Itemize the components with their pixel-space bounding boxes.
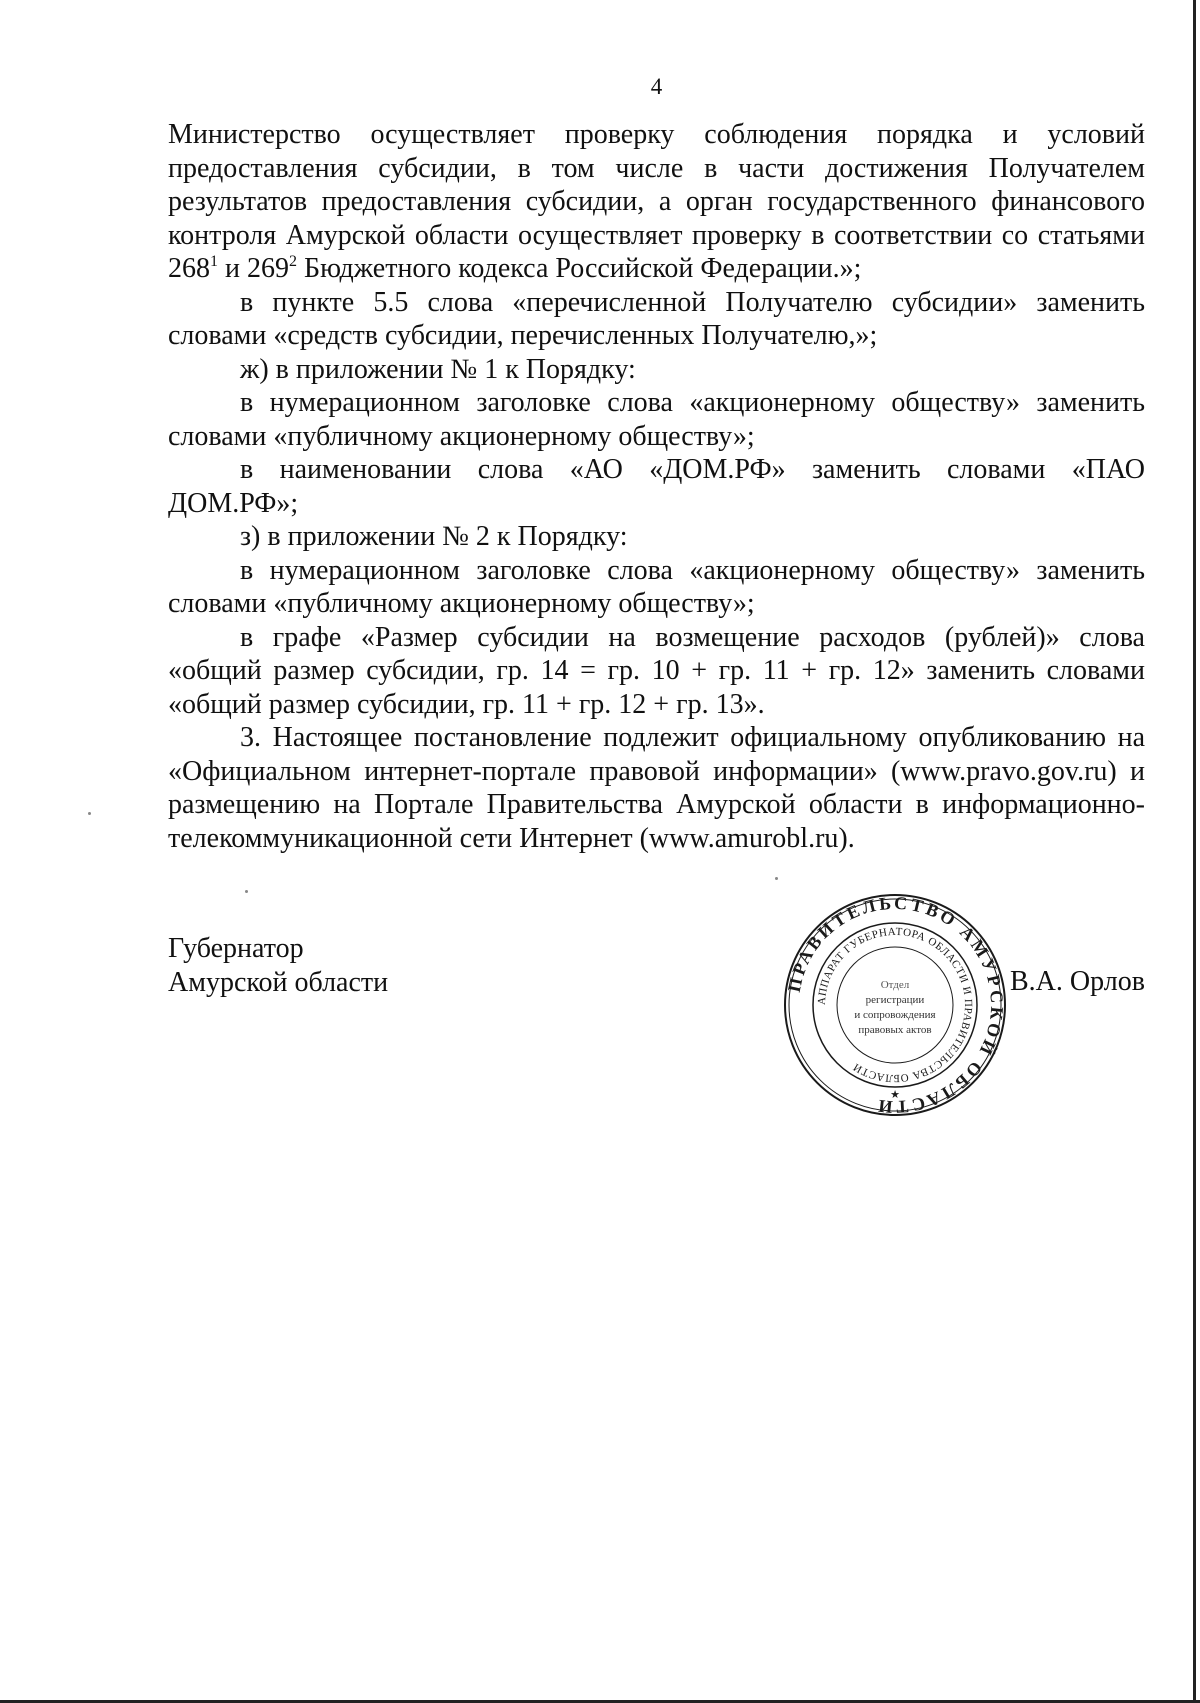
signatory-position [168,932,388,999]
paragraph-z-numbering: в нумерационном заголовке слова «акционерному обществу» заменить словами «публичному акционерному обществу»; [168,554,1145,619]
paragraph-zh-name: в наименовании слова «АО «ДОМ.РФ» заменить словами «ПАО ДОМ.РФ»; [168,454,1145,519]
paragraph-text: Министерство осуществляет проверку соблюдения порядка и условий предоставления субсидии, в том числе в части достижения Получателем результатов предоставления субсидии, а орган государственного финансового контроля Амурской области осуществляет проверку в соответствии со статьями [168,119,1145,251]
seal-star-icon: ★ [890,1088,900,1101]
seal-center-line-2: регистрации [865,994,925,1006]
signatory-name: В.А. Орлов [1010,966,1145,997]
conjunction: и [218,253,247,284]
signatory-position-line-2: Амурской области [168,966,389,998]
seal-inner-text: АППАРАТ ГУБЕРНАТОРА ОБЛАСТИ И ПРАВИТЕЛЬСТВА ОБЛАСТИ [815,925,975,1085]
article-number: 269 [246,253,289,284]
seal-center-line-4: правовых актов [858,1024,932,1036]
paragraph-z-column: в графе «Размер субсидии на возмещение расходов (рублей)» слова «общий размер субсидии, гр. 14 = гр. 10 + гр. 11 + гр. 12» заменить словами «общий размер субсидии, гр. 11 + гр. 12 + гр. 13». [168,621,1145,720]
document-body [168,118,1145,855]
seal-outer-text: ПРАВИТЕЛЬСТВО АМУРСКОЙ ОБЛАСТИ [783,892,1008,1118]
paragraph-publication: 3. Настоящее постановление подлежит официальному опубликованию на «Официальном интернет-портале правовой информации» (www.pravo.gov.ru) и размещению на Портале Правительства Амурской области в информационно-телекоммуникационной сети Интернет (www.amurobl.ru). [168,722,1145,854]
page-number: 4 [650,74,663,99]
scan-edge-right [1193,0,1196,1703]
seal-center-line-3: и сопровождения [854,1009,936,1021]
official-seal-stamp [782,892,1008,1118]
article-ref-269 [247,253,297,284]
article-superscript: 1 [210,253,218,270]
scan-speck [88,812,91,815]
paragraph-zh-numbering: в нумерационном заголовке слова «акционерному обществу» заменить словами «публичному акционерному обществу»; [168,387,1145,452]
article-ref-268 [168,253,218,284]
scan-speck [775,877,778,880]
paragraph-tail: Бюджетного кодекса Российской Федерации.»; [296,253,862,284]
paragraph-item-5-5: в пункте 5.5 слова «перечисленной Получателю субсидии» заменить словами «средств субсидии, перечисленных Получателю,»; [168,286,1145,351]
paragraph-zh-heading: ж) в приложении № 1 к Порядку: [240,353,636,385]
signatory-position-line-1: Губернатор [168,933,304,964]
scan-speck [245,890,248,893]
paragraph-verification [168,118,1145,286]
paragraph-z-heading: з) в приложении № 2 к Порядку: [240,521,628,552]
article-number: 268 [168,253,210,284]
seal-center-line-1: Отдел [880,979,910,991]
article-superscript: 2 [288,253,297,270]
